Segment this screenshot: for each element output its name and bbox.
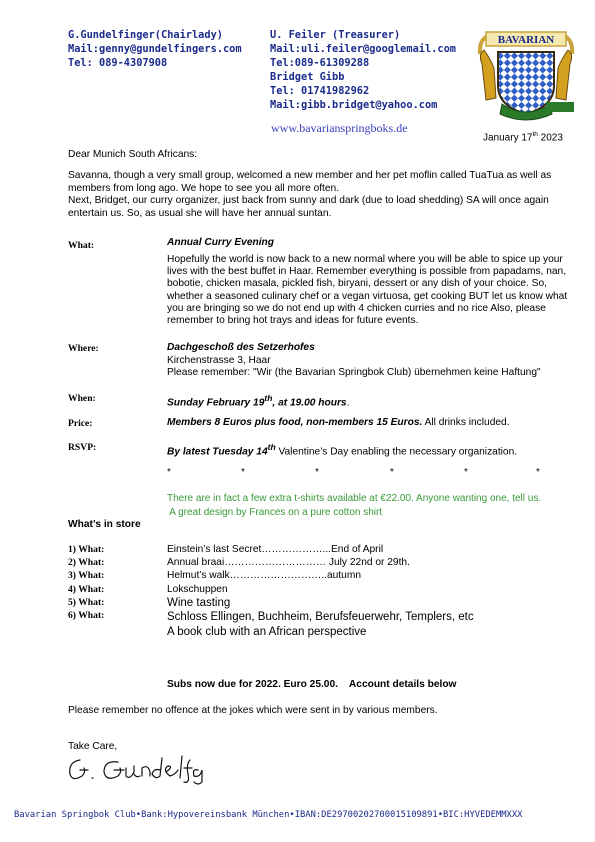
intro-paragraph-2: Next, Bridget, our curry organizer, just back from sunny and dark (due to load shedding) SA will once again entertain us. So, as usual she will have her annual suntan. bbox=[68, 195, 549, 219]
where-venue: Dachgeschoß des Setzerhofes bbox=[167, 342, 315, 353]
website-link[interactable]: www.bavarianspringboks.de bbox=[271, 121, 408, 135]
price-label: Price: bbox=[68, 418, 93, 429]
store-label-3: 3) What: bbox=[68, 570, 105, 582]
rsvp-value bbox=[167, 441, 517, 459]
intro-paragraph-1: Savanna, though a very small group, welcomed a new member and her pet moflin called TuaTua as well as members from long ago. We hope to see you all more often. bbox=[68, 170, 552, 194]
separator-star: * bbox=[241, 467, 245, 478]
date-suffix: th bbox=[532, 131, 538, 138]
store-label-6: 6) What: bbox=[68, 609, 105, 621]
separator-star: * bbox=[315, 467, 319, 478]
separator-star: * bbox=[464, 467, 468, 478]
what-label: What: bbox=[68, 240, 95, 251]
jokes-note: Please remember no offence at the jokes which were sent in by various members. bbox=[68, 705, 438, 716]
store-item-braai: Annual braai………………………… July 22nd or 29th. bbox=[167, 557, 410, 569]
greeting: Dear Munich South Africans: bbox=[68, 149, 198, 160]
store-item-lokschuppen: Lokschuppen bbox=[167, 583, 228, 595]
subs-notice: Subs now due for 2022. Euro 25.00. Account details below bbox=[167, 679, 457, 690]
when-time: , at 19.00 hours bbox=[272, 397, 347, 409]
where-note: Please remember: "Wir (the Bavarian Springbok Club) übernehmen keine Haftung" bbox=[167, 367, 541, 378]
tshirt-notice-line-1: There are in fact a few extra t-shirts available at €22.00. Anyone wanting one, tell us. bbox=[167, 493, 542, 504]
what-description: Hopefully the world is now back to a new normal where you will be able to spice up your lives with the best buffet in Haar. Remember everything is possible from papadams, nan, bobotie, chicken masala, pickled fish, biryani, dessert or any dish of your choice. So, whether a seasoned culinary chef or a vegan virtuosa, get cooking BUT let us know what you are bringing so we do not end up with 4 chicken curries and no rice Also, please remember to bring hot trays and ideas for future events. bbox=[167, 254, 568, 327]
when-value bbox=[167, 392, 349, 410]
chairlady-phone: Tel: 089-4307908 bbox=[68, 57, 168, 69]
letter-date bbox=[483, 131, 563, 143]
price-bold: Members 8 Euros plus food, non-members 15 Euros. bbox=[167, 417, 423, 428]
date-year: 2023 bbox=[537, 132, 563, 144]
where-address: Kirchenstrasse 3, Haar bbox=[167, 355, 271, 366]
bank-details-footer: Bavarian Springbok Club•Bank:Hypovereinsbank München•IBAN:DE29700202700015109891•BIC:HYVEDEMMXXX bbox=[14, 810, 523, 820]
when-period: . bbox=[346, 397, 350, 409]
store-label-5: 5) What: bbox=[68, 596, 105, 608]
where-label: Where: bbox=[68, 343, 99, 354]
price-rest: All drinks included. bbox=[422, 417, 510, 428]
when-label: When: bbox=[68, 393, 96, 404]
organizer-phone: Tel: 01741982962 bbox=[270, 85, 370, 97]
store-label-4: 4) What: bbox=[68, 583, 105, 595]
store-item-walk: Helmut’s walk………………………..autumn bbox=[167, 570, 361, 582]
handwritten-signature bbox=[66, 752, 226, 786]
store-labels bbox=[68, 544, 104, 623]
club-logo bbox=[472, 24, 580, 124]
when-date-suffix: th bbox=[264, 393, 273, 403]
chairlady-contact bbox=[68, 28, 242, 70]
organizer-name: Bridget Gibb bbox=[270, 71, 345, 83]
price-value bbox=[167, 417, 510, 429]
rsvp-rest: Valentine’s Day enabling the necessary organization. bbox=[275, 446, 518, 458]
rsvp-label: RSVP: bbox=[68, 442, 97, 453]
chairlady-name: G.Gundelfinger(Chairlady) bbox=[68, 29, 223, 41]
store-item-einstein: Einstein’s last Secret………………...End of April bbox=[167, 544, 384, 555]
rsvp-suffix: th bbox=[267, 442, 276, 452]
whats-in-store-heading: What’s in store bbox=[68, 519, 141, 530]
when-date: Sunday February 19 bbox=[167, 397, 265, 409]
treasurer-name: U. Feiler (Treasurer) bbox=[270, 29, 401, 41]
tshirt-notice-line-2: A great design by Frances on a pure cotton shirt bbox=[167, 507, 383, 518]
treasurer-email[interactable]: Mail:uli.feiler@googlemail.com bbox=[270, 43, 456, 55]
separator-star: * bbox=[167, 467, 171, 478]
store-label-2: 2) What: bbox=[68, 557, 105, 569]
logo-text: BAVARIAN bbox=[497, 34, 555, 46]
store-item-schloss: Schloss Ellingen, Buchheim, Berufsfeuerwehr, Templers, etc bbox=[167, 610, 474, 623]
closing: Take Care, bbox=[68, 741, 118, 752]
date-main: January 17 bbox=[483, 132, 533, 144]
treasurer-contact bbox=[270, 28, 456, 112]
treasurer-phone: Tel:089-61309288 bbox=[270, 57, 370, 69]
separator-star: * bbox=[536, 467, 540, 478]
chairlady-email[interactable]: Mail:genny@gundelfingers.com bbox=[68, 43, 242, 55]
store-item-wine: Wine tasting bbox=[167, 596, 231, 609]
rsvp-bold: By latest Tuesday 14 bbox=[167, 446, 268, 458]
separator-star: * bbox=[390, 467, 394, 478]
organizer-email[interactable]: Mail:gibb.bridget@yahoo.com bbox=[270, 99, 438, 111]
store-items bbox=[167, 544, 474, 641]
store-label-1: 1) What: bbox=[68, 544, 105, 555]
what-title: Annual Curry Evening bbox=[167, 237, 274, 248]
store-item-bookclub: A book club with an African perspective bbox=[167, 625, 367, 638]
